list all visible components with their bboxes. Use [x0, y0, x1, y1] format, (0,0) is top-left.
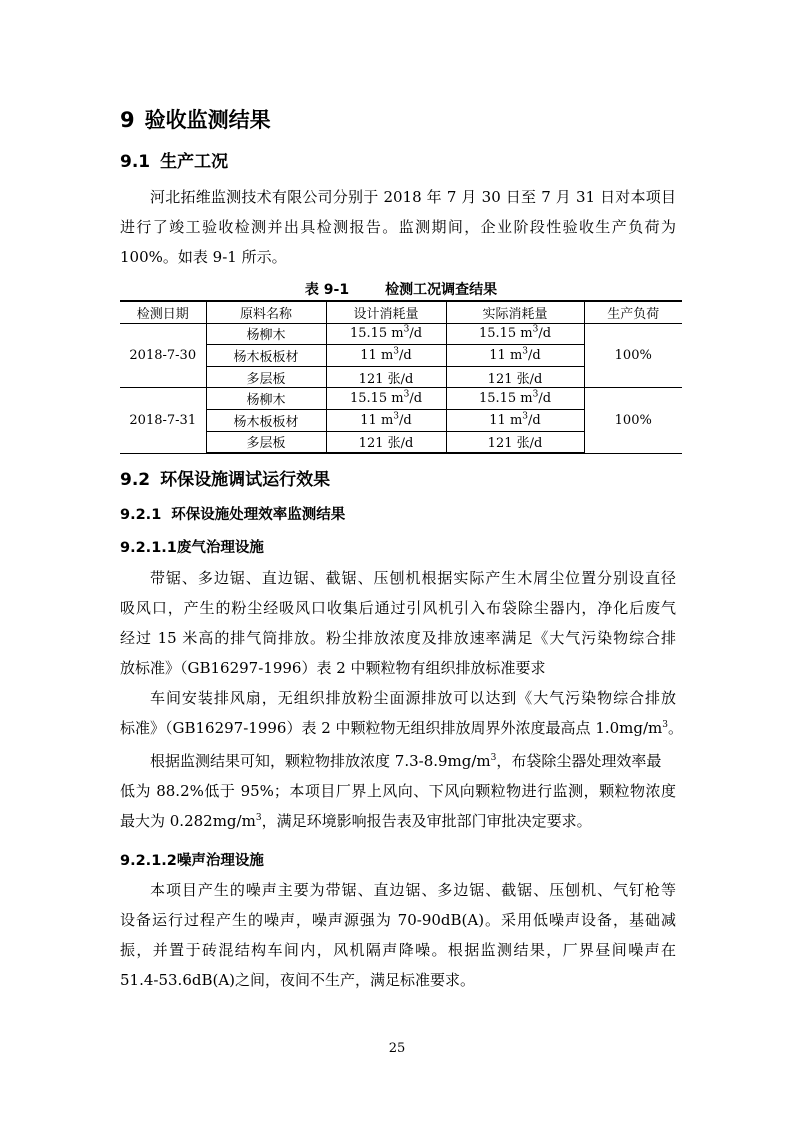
material-cell: 多层板 — [206, 431, 326, 453]
paragraph-line: 河北拓维监测技术有限公司分别于 2018 年 7 月 30 日至 7 月 31 日对本项目 — [150, 188, 676, 206]
paragraph-line: 100%。如表 9-1 所示。 — [120, 248, 287, 266]
section-title: 环保设施处理效率监测结果 — [171, 507, 346, 523]
section-number: 9.2.1 — [120, 507, 162, 523]
load-cell: 100% — [584, 388, 682, 453]
section-heading-9-2-1-2 — [120, 849, 264, 870]
section-number: 9.1 — [120, 152, 151, 172]
column-header: 设计消耗量 — [326, 301, 446, 323]
paragraph-line: 根据监测结果可知，颗粒物排放浓度 $7.3-8.9mg/m^3$，布袋除尘器处理效率最 — [150, 752, 662, 770]
design-cell: 121 张/d — [326, 366, 446, 388]
section-number: 9 — [120, 108, 135, 132]
actual-cell: 121 张/d — [446, 431, 584, 453]
section-number: 9.2 — [120, 470, 151, 490]
page-number: 25 — [388, 1041, 406, 1056]
paragraph-line: 进行了竣工验收检测并出具检测报告。监测期间，企业阶段性验收生产负荷为 — [120, 218, 676, 236]
paragraph-line: 最大为 $0.282mg/m^3$，满足环境影响报告表及审批部门审批决定要求。 — [120, 812, 592, 830]
section-title: 生产工况 — [160, 152, 229, 172]
working-conditions-table — [120, 300, 682, 454]
column-header: 生产负荷 — [584, 301, 682, 323]
design-cell: 11 $m^3/d$ — [326, 345, 446, 367]
actual-cell: 121 张/d — [446, 366, 584, 388]
table-caption — [120, 279, 682, 299]
actual-cell: 15.15 $m^3/d$ — [446, 323, 584, 345]
date-cell: 2018-7-30 — [120, 323, 206, 388]
material-cell: 多层板 — [206, 366, 326, 388]
column-header: 实际消耗量 — [446, 301, 584, 323]
table-header-row — [120, 301, 682, 323]
table-label: 表 9-1 — [304, 282, 350, 298]
design-cell: 121 张/d — [326, 431, 446, 453]
column-header: 原料名称 — [206, 301, 326, 323]
paragraph-line: 吸风口，产生的粉尘经吸风口收集后通过引风机引入布袋除尘器内，净化后废气 — [120, 599, 676, 617]
section-title: 环保设施调试运行效果 — [160, 470, 331, 490]
design-cell: 15.15 $m^3/d$ — [326, 388, 446, 410]
section-heading-9 — [120, 104, 271, 134]
paragraph-line: 放标准》（GB16297-1996）表 2 中颗粒物有组织排放标准要求 — [120, 659, 546, 677]
table-row — [120, 388, 682, 410]
actual-cell: 11 $m^3/d$ — [446, 345, 584, 367]
waste-gas-paragraph-3 — [120, 746, 676, 836]
date-cell: 2018-7-31 — [120, 388, 206, 453]
design-cell: 11 $m^3/d$ — [326, 409, 446, 431]
section-number: 9.2.1.2 — [120, 853, 177, 869]
column-header: 检测日期 — [120, 301, 206, 323]
section-title: 废气治理设施 — [176, 540, 264, 556]
section-title: 验收监测结果 — [144, 108, 271, 132]
load-cell: 100% — [584, 323, 682, 388]
material-cell: 杨木板板材 — [206, 345, 326, 367]
section-heading-9-2-1-1 — [120, 536, 264, 557]
paragraph-line: 本项目产生的噪声主要为带锯、直边锯、多边锯、截锯、压刨机、气钉枪等 — [150, 881, 676, 899]
material-cell: 杨木板板材 — [206, 409, 326, 431]
intro-paragraph — [120, 182, 676, 272]
material-cell: 杨柳木 — [206, 388, 326, 410]
waste-gas-paragraph-2 — [120, 683, 684, 743]
waste-gas-paragraph-1 — [120, 563, 676, 683]
paragraph-line: 设备运行过程产生的噪声，噪声源强为 70-90dB(A)。采用低噪声设备，基础减 — [120, 911, 676, 929]
table-title: 检测工况调查结果 — [385, 282, 498, 298]
paragraph-line: 经过 15 米高的排气筒排放。粉尘排放浓度及排放速率满足《大气污染物综合排 — [120, 629, 676, 647]
design-cell: 15.15 $m^3/d$ — [326, 323, 446, 345]
section-number: 9.2.1.1 — [120, 540, 177, 556]
paragraph-line: 带锯、多边锯、直边锯、截锯、压刨机根据实际产生木屑尘位置分别设直径 — [150, 569, 676, 587]
table-row — [120, 323, 682, 345]
section-heading-9-2 — [120, 465, 330, 490]
paragraph-line: 车间安装排风扇，无组织排放粉尘面源排放可以达到《大气污染物综合排放 — [150, 689, 676, 707]
paragraph-line: 振，并置于砖混结构车间内，风机隔声降噪。根据监测结果，厂界昼间噪声在 — [120, 941, 676, 959]
section-heading-9-1 — [120, 147, 228, 172]
noise-paragraph — [120, 875, 676, 995]
paragraph-line: 标准》（GB16297-1996）表 2 中颗粒物无组织排放周界外浓度最高点 $1.0mg/m^3$。 — [120, 719, 684, 737]
actual-cell: 15.15 $m^3/d$ — [446, 388, 584, 410]
section-heading-9-2-1 — [120, 503, 345, 524]
material-cell: 杨柳木 — [206, 323, 326, 345]
paragraph-line: 低为 88.2%低于 95%；本项目厂界上风向、下风向颗粒物进行监测，颗粒物浓度 — [120, 782, 676, 800]
actual-cell: 11 $m^3/d$ — [446, 409, 584, 431]
paragraph-line: 51.4-53.6dB(A)之间，夜间不生产，满足标准要求。 — [120, 971, 476, 989]
section-title: 噪声治理设施 — [176, 853, 264, 869]
